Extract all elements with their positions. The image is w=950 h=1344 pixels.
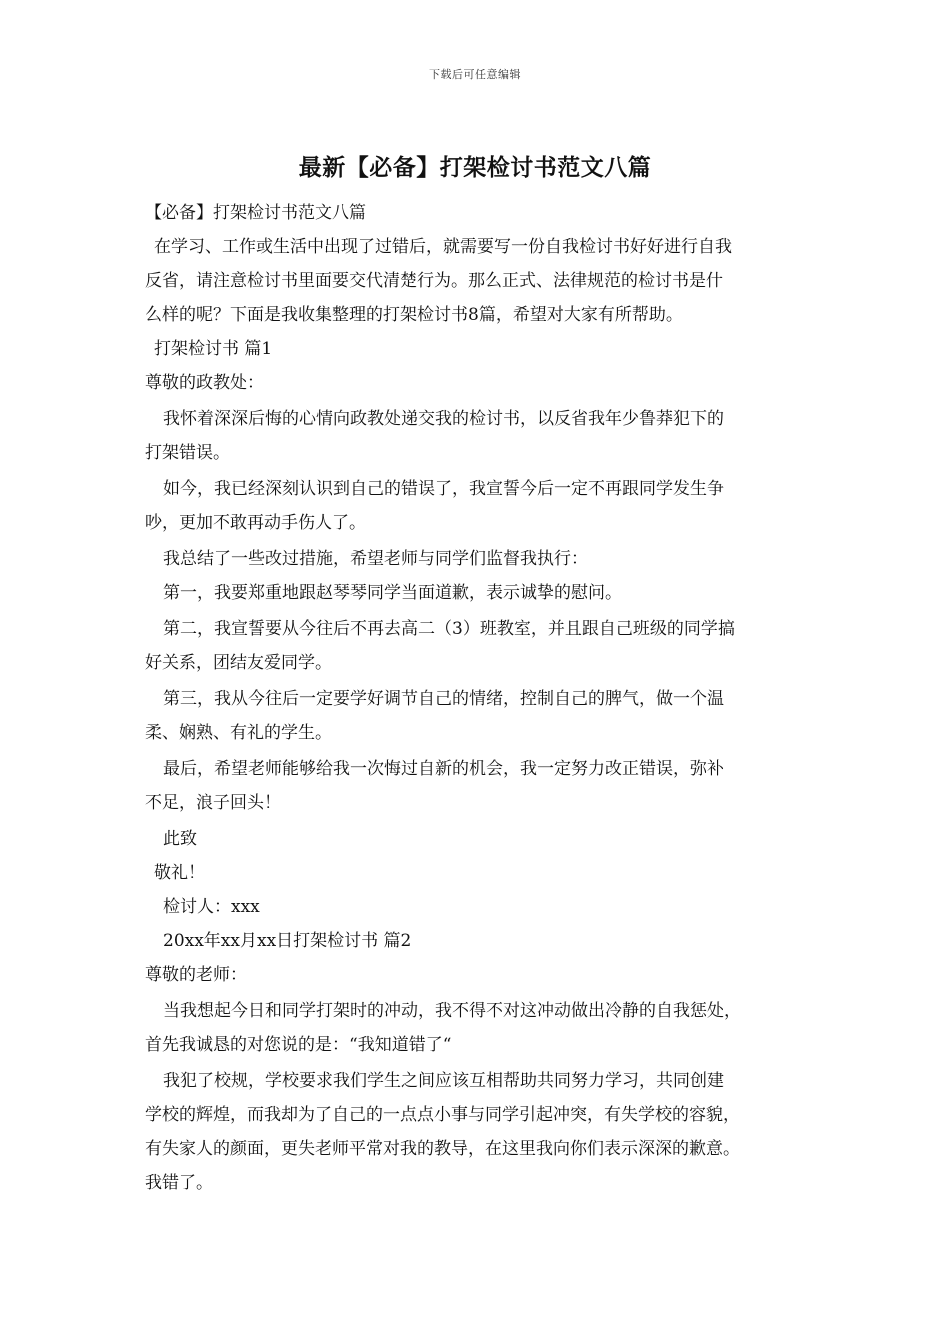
intro-line: 么样的呢？下面是我收集整理的打架检讨书8篇，希望对大家有所帮助。 (145, 305, 683, 325)
essay2-heading: 20xx年xx月xx日打架检讨书 篇2 (163, 931, 412, 951)
essay1-closing: 此致 (163, 829, 197, 849)
document-subtitle: 【必备】打架检讨书范文八篇 (145, 203, 366, 223)
essay2-paragraph-line: 当我想起今日和同学打架时的冲动，我不得不对这冲动做出冷静的自我惩处， (163, 1001, 741, 1021)
essay1-paragraph-line: 我怀着深深后悔的心情向政教处递交我的检讨书，以反省我年少鲁莽犯下的 (163, 409, 724, 429)
intro-line: 反省，请注意检讨书里面要交代清楚行为。那么正式、法律规范的检讨书是什 (145, 271, 723, 291)
essay1-paragraph-line: 我总结了一些改过措施，希望老师与同学们监督我执行： (163, 549, 588, 569)
document-body (145, 196, 810, 1200)
essay1-paragraph-line: 打架错误。 (145, 443, 230, 463)
essay1-paragraph-line: 第二，我宣誓要从今往后不再去高二（3）班教室，并且跟自己班级的同学搞 (163, 619, 735, 639)
essay2-paragraph-line: 首先我诚恳的对您说的是：“我知道错了“ (145, 1035, 452, 1055)
document-title: 最新【必备】打架检讨书范文八篇 (298, 154, 652, 181)
essay1-closing: 敬礼！ (154, 863, 205, 883)
intro-line: 在学习、工作或生活中出现了过错后，就需要写一份自我检讨书好好进行自我 (154, 237, 732, 257)
essay2-salutation: 尊敬的老师： (145, 965, 247, 985)
essay2-paragraph-line: 我犯了校规，学校要求我们学生之间应该互相帮助共同努力学习，共同创建 (163, 1071, 724, 1091)
essay1-paragraph-line: 第三，我从今往后一定要学好调节自己的情绪，控制自己的脾气，做一个温 (163, 689, 724, 709)
essay1-paragraph-line: 好关系，团结友爱同学。 (145, 653, 332, 673)
essay1-paragraph-line: 如今，我已经深刻认识到自己的错误了，我宣誓今后一定不再跟同学发生争 (163, 479, 724, 499)
essay1-signer: 检讨人：xxx (163, 897, 260, 917)
essay2-paragraph-line: 有失家人的颜面，更失老师平常对我的教导，在这里我向你们表示深深的歉意。 (145, 1139, 740, 1159)
essay2-paragraph-line: 我错了。 (145, 1173, 213, 1193)
essay1-paragraph-line: 最后，希望老师能够给我一次悔过自新的机会，我一定努力改正错误，弥补 (163, 759, 724, 779)
essay1-paragraph-line: 吵，更加不敢再动手伤人了。 (145, 513, 366, 533)
essay1-paragraph-line: 第一，我要郑重地跟赵琴琴同学当面道歉，表示诚挚的慰问。 (163, 583, 622, 603)
essay1-heading: 打架检讨书 篇1 (154, 339, 273, 359)
header-note: 下载后可任意编辑 (429, 68, 521, 81)
essay1-paragraph-line: 柔、娴熟、有礼的学生。 (145, 723, 332, 743)
essay1-paragraph-line: 不足，浪子回头！ (145, 793, 281, 813)
essay1-salutation: 尊敬的政教处： (145, 373, 264, 393)
essay2-paragraph-line: 学校的辉煌，而我却为了自己的一点点小事与同学引起冲突，有失学校的容貌， (145, 1105, 740, 1125)
